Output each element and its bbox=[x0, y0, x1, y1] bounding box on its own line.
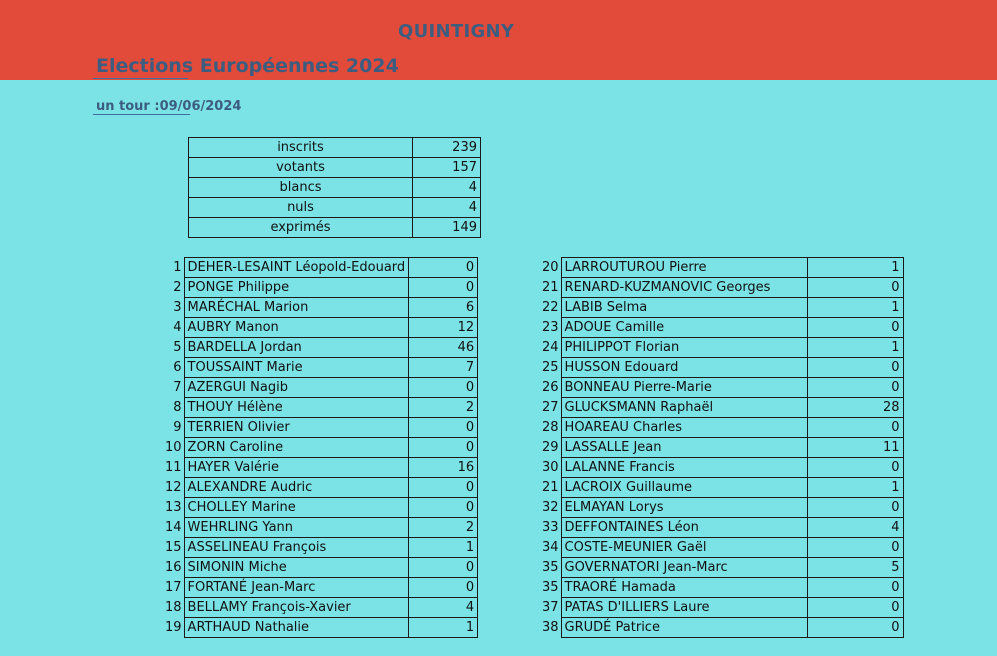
candidate-number: 9 bbox=[173, 420, 182, 435]
candidate-row bbox=[165, 258, 478, 278]
candidate-number: 38 bbox=[542, 620, 559, 635]
summary-row bbox=[189, 138, 481, 158]
candidate-number: 22 bbox=[542, 300, 559, 315]
candidate-number: 7 bbox=[173, 380, 182, 395]
candidate-name: GRUDÉ Patrice bbox=[561, 618, 807, 638]
candidates-table-right bbox=[542, 257, 904, 638]
candidate-row bbox=[542, 258, 903, 278]
candidate-votes: 1 bbox=[807, 338, 903, 358]
candidate-row bbox=[542, 438, 903, 458]
candidate-number: 20 bbox=[542, 260, 559, 275]
candidate-name: BARDELLA Jordan bbox=[184, 338, 409, 358]
candidate-row bbox=[165, 438, 478, 458]
candidate-number: 30 bbox=[542, 460, 559, 475]
candidate-name: DEFFONTAINES Léon bbox=[561, 518, 807, 538]
candidate-votes: 0 bbox=[409, 558, 478, 578]
candidate-votes: 46 bbox=[409, 338, 478, 358]
candidate-name: ARTHAUD Nathalie bbox=[184, 618, 409, 638]
candidate-votes: 0 bbox=[409, 258, 478, 278]
candidate-number: 21 bbox=[542, 480, 559, 495]
candidate-number: 18 bbox=[165, 600, 182, 615]
candidate-name: LARROUTUROU Pierre bbox=[561, 258, 807, 278]
candidate-number: 5 bbox=[173, 340, 182, 355]
candidate-votes: 1 bbox=[807, 478, 903, 498]
candidate-row bbox=[165, 338, 478, 358]
candidate-number: 4 bbox=[173, 320, 182, 335]
candidate-name: ZORN Caroline bbox=[184, 438, 409, 458]
candidate-number: 19 bbox=[165, 620, 182, 635]
candidate-name: WEHRLING Yann bbox=[184, 518, 409, 538]
candidate-votes: 0 bbox=[807, 378, 903, 398]
candidate-row bbox=[542, 338, 903, 358]
candidate-number: 8 bbox=[173, 400, 182, 415]
candidate-row bbox=[165, 398, 478, 418]
candidate-votes: 2 bbox=[409, 518, 478, 538]
candidate-name: PATAS D'ILLIERS Laure bbox=[561, 598, 807, 618]
candidate-name: TOUSSAINT Marie bbox=[184, 358, 409, 378]
candidate-row bbox=[542, 318, 903, 338]
candidate-name: GOVERNATORI Jean-Marc bbox=[561, 558, 807, 578]
candidate-number: 24 bbox=[542, 340, 559, 355]
candidate-votes: 0 bbox=[807, 538, 903, 558]
candidate-row bbox=[542, 358, 903, 378]
candidate-name: ASSELINEAU François bbox=[184, 538, 409, 558]
candidate-votes: 1 bbox=[409, 538, 478, 558]
candidate-number: 25 bbox=[542, 360, 559, 375]
candidate-name: COSTE-MEUNIER Gaël bbox=[561, 538, 807, 558]
candidate-votes: 28 bbox=[807, 398, 903, 418]
candidates-table-left bbox=[165, 257, 478, 638]
summary-row bbox=[189, 198, 481, 218]
candidate-row bbox=[165, 478, 478, 498]
candidate-number: 32 bbox=[542, 500, 559, 515]
candidate-name: TERRIEN Olivier bbox=[184, 418, 409, 438]
candidate-votes: 1 bbox=[807, 258, 903, 278]
summary-row bbox=[189, 218, 481, 238]
summary-label: inscrits bbox=[189, 138, 413, 158]
candidate-votes: 0 bbox=[807, 498, 903, 518]
summary-value: 4 bbox=[413, 198, 481, 218]
candidate-number: 23 bbox=[542, 320, 559, 335]
candidate-number: 14 bbox=[165, 520, 182, 535]
candidate-row bbox=[165, 498, 478, 518]
candidate-number: 10 bbox=[165, 440, 182, 455]
candidate-row bbox=[542, 278, 903, 298]
candidate-number: 27 bbox=[542, 400, 559, 415]
candidate-row bbox=[165, 578, 478, 598]
candidate-number: 33 bbox=[542, 520, 559, 535]
candidate-votes: 12 bbox=[409, 318, 478, 338]
candidate-votes: 4 bbox=[807, 518, 903, 538]
candidate-row bbox=[542, 598, 903, 618]
candidate-votes: 0 bbox=[807, 598, 903, 618]
candidate-row bbox=[165, 378, 478, 398]
candidate-votes: 0 bbox=[807, 318, 903, 338]
candidate-number: 28 bbox=[542, 420, 559, 435]
candidate-votes: 4 bbox=[409, 598, 478, 618]
candidate-row bbox=[165, 458, 478, 478]
summary-value: 149 bbox=[413, 218, 481, 238]
summary-label: blancs bbox=[189, 178, 413, 198]
candidate-number: 1 bbox=[173, 260, 182, 275]
candidate-votes: 7 bbox=[409, 358, 478, 378]
candidate-votes: 0 bbox=[409, 438, 478, 458]
candidate-name: HUSSON Edouard bbox=[561, 358, 807, 378]
candidate-name: BONNEAU Pierre-Marie bbox=[561, 378, 807, 398]
candidate-number: 3 bbox=[173, 300, 182, 315]
candidate-row bbox=[165, 618, 478, 638]
candidate-votes: 1 bbox=[807, 298, 903, 318]
candidate-name: TRAORÉ Hamada bbox=[561, 578, 807, 598]
candidate-name: MARÉCHAL Marion bbox=[184, 298, 409, 318]
candidate-row bbox=[165, 558, 478, 578]
candidate-row bbox=[542, 558, 903, 578]
candidate-votes: 0 bbox=[409, 478, 478, 498]
candidate-row bbox=[165, 278, 478, 298]
round-date: un tour :09/06/2024 bbox=[96, 99, 242, 114]
candidate-name: AUBRY Manon bbox=[184, 318, 409, 338]
candidate-number: 16 bbox=[165, 560, 182, 575]
summary-row bbox=[189, 158, 481, 178]
candidate-votes: 2 bbox=[409, 398, 478, 418]
candidate-name: BELLAMY François-Xavier bbox=[184, 598, 409, 618]
candidate-row bbox=[542, 498, 903, 518]
candidate-row bbox=[165, 518, 478, 538]
candidate-votes: 0 bbox=[807, 578, 903, 598]
candidate-row bbox=[165, 538, 478, 558]
candidate-number: 6 bbox=[173, 360, 182, 375]
summary-label: exprimés bbox=[189, 218, 413, 238]
candidate-number: 15 bbox=[165, 540, 182, 555]
candidate-number: 35 bbox=[542, 580, 559, 595]
candidate-number: 11 bbox=[165, 460, 182, 475]
candidate-votes: 0 bbox=[807, 358, 903, 378]
title-underline bbox=[93, 78, 188, 79]
candidate-votes: 0 bbox=[807, 618, 903, 638]
candidate-name: ALEXANDRE Audric bbox=[184, 478, 409, 498]
candidate-name: SIMONIN Miche bbox=[184, 558, 409, 578]
summary-value: 4 bbox=[413, 178, 481, 198]
candidate-number: 29 bbox=[542, 440, 559, 455]
summary-value: 239 bbox=[413, 138, 481, 158]
candidate-row bbox=[165, 358, 478, 378]
candidate-row bbox=[165, 318, 478, 338]
candidate-votes: 0 bbox=[409, 578, 478, 598]
candidate-row bbox=[542, 398, 903, 418]
candidate-name: LASSALLE Jean bbox=[561, 438, 807, 458]
candidate-votes: 5 bbox=[807, 558, 903, 578]
candidate-number: 12 bbox=[165, 480, 182, 495]
candidate-row bbox=[542, 538, 903, 558]
candidate-votes: 0 bbox=[409, 418, 478, 438]
round-underline bbox=[93, 114, 190, 115]
summary-row bbox=[189, 178, 481, 198]
candidate-number: 21 bbox=[542, 280, 559, 295]
candidate-number: 37 bbox=[542, 600, 559, 615]
candidate-number: 26 bbox=[542, 380, 559, 395]
summary-value: 157 bbox=[413, 158, 481, 178]
candidate-row bbox=[542, 298, 903, 318]
candidate-votes: 1 bbox=[409, 618, 478, 638]
candidate-votes: 0 bbox=[807, 278, 903, 298]
candidate-votes: 11 bbox=[807, 438, 903, 458]
summary-table bbox=[188, 137, 481, 238]
candidate-row bbox=[542, 618, 903, 638]
candidate-name: AZERGUI Nagib bbox=[184, 378, 409, 398]
candidate-number: 35 bbox=[542, 560, 559, 575]
summary-label: votants bbox=[189, 158, 413, 178]
candidate-name: PONGE Philippe bbox=[184, 278, 409, 298]
candidate-name: ADOUE Camille bbox=[561, 318, 807, 338]
candidate-row bbox=[542, 518, 903, 538]
candidate-row bbox=[165, 418, 478, 438]
candidate-votes: 0 bbox=[409, 378, 478, 398]
candidate-row bbox=[165, 298, 478, 318]
candidate-votes: 0 bbox=[409, 498, 478, 518]
candidate-name: LABIB Selma bbox=[561, 298, 807, 318]
candidate-name: CHOLLEY Marine bbox=[184, 498, 409, 518]
candidate-row bbox=[542, 378, 903, 398]
candidate-votes: 6 bbox=[409, 298, 478, 318]
city-title: QUINTIGNY bbox=[398, 21, 515, 42]
candidate-number: 2 bbox=[173, 280, 182, 295]
candidate-name: LACROIX Guillaume bbox=[561, 478, 807, 498]
candidate-name: ELMAYAN Lorys bbox=[561, 498, 807, 518]
candidate-name: DEHER-LESAINT Léopold-Edouard bbox=[184, 258, 409, 278]
candidate-row bbox=[542, 578, 903, 598]
candidate-row bbox=[542, 458, 903, 478]
candidate-name: FORTANÉ Jean-Marc bbox=[184, 578, 409, 598]
candidate-number: 17 bbox=[165, 580, 182, 595]
candidate-row bbox=[165, 598, 478, 618]
candidate-row bbox=[542, 478, 903, 498]
summary-label: nuls bbox=[189, 198, 413, 218]
election-title: Elections Européennes 2024 bbox=[96, 55, 399, 77]
candidate-name: GLUCKSMANN Raphaël bbox=[561, 398, 807, 418]
candidate-row bbox=[542, 418, 903, 438]
candidate-name: HOAREAU Charles bbox=[561, 418, 807, 438]
candidate-number: 13 bbox=[165, 500, 182, 515]
candidate-number: 34 bbox=[542, 540, 559, 555]
candidate-votes: 0 bbox=[807, 418, 903, 438]
candidate-name: THOUY Hélène bbox=[184, 398, 409, 418]
candidate-votes: 0 bbox=[807, 458, 903, 478]
candidate-name: LALANNE Francis bbox=[561, 458, 807, 478]
candidate-votes: 0 bbox=[409, 278, 478, 298]
candidate-name: HAYER Valérie bbox=[184, 458, 409, 478]
candidate-name: RENARD-KUZMANOVIC Georges bbox=[561, 278, 807, 298]
candidate-name: PHILIPPOT Florian bbox=[561, 338, 807, 358]
candidate-votes: 16 bbox=[409, 458, 478, 478]
